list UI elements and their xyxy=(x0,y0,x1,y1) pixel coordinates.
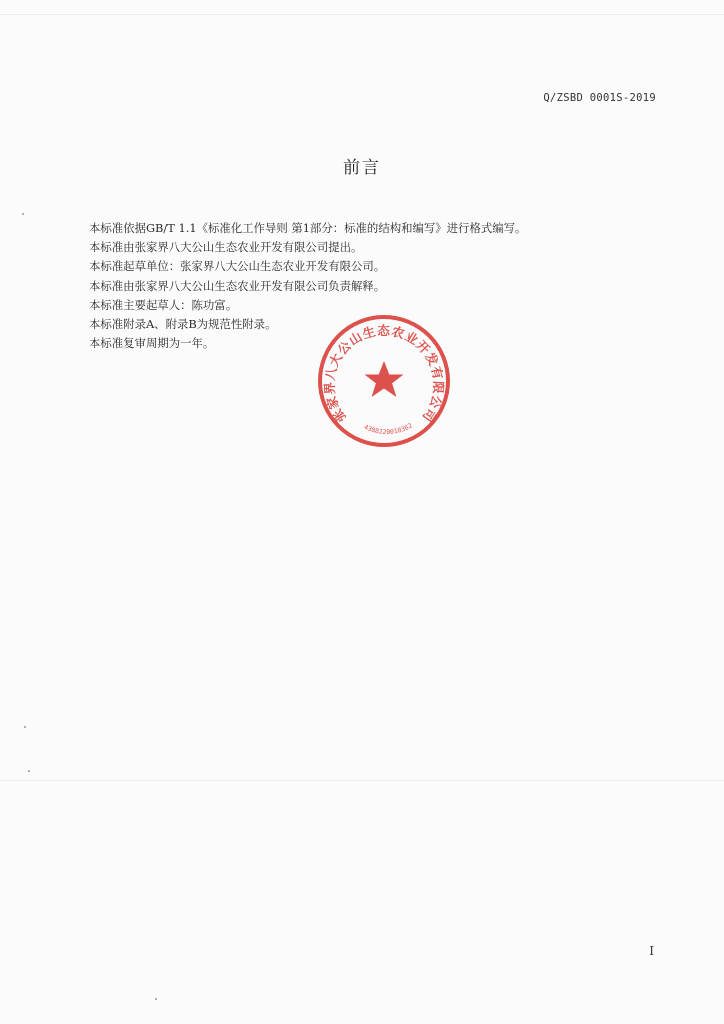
scan-speck xyxy=(155,998,157,1000)
seal-graphic xyxy=(314,311,454,451)
preface-line: 本标准主要起草人：陈功富。 xyxy=(89,297,238,312)
company-seal xyxy=(314,311,454,451)
scan-speck xyxy=(22,213,24,215)
preface-line: 本标准复审周期为一年。 xyxy=(89,336,215,351)
preface-line: 本标准附录A、附录B为规范性附录。 xyxy=(89,317,277,332)
page-title: 前言 xyxy=(343,158,381,178)
preface-line: 本标准起草单位：张家界八大公山生态农业开发有限公司。 xyxy=(89,259,386,274)
preface-line: 本标准由张家界八大公山生态农业开发有限公司负责解释。 xyxy=(89,278,386,293)
page-number: I xyxy=(649,944,654,958)
seal-text: 张家界八大公山生态农业开发有限公司 xyxy=(321,323,447,426)
scan-speck xyxy=(28,770,30,772)
scan-artifact xyxy=(0,14,724,15)
preface-line: 本标准依据GB/T 1.1《标准化工作导则 第1部分：标准的结构和编写》进行格式编写。 xyxy=(89,221,527,235)
seal-number: 4308220010362 xyxy=(362,421,414,437)
preface-line: 本标准由张家界八大公山生态农业开发有限公司提出。 xyxy=(89,240,363,255)
standard-code: Q/ZSBD 0001S-2019 xyxy=(543,92,656,104)
scan-speck xyxy=(24,726,26,728)
scan-artifact xyxy=(0,780,724,781)
star-icon xyxy=(365,361,404,397)
